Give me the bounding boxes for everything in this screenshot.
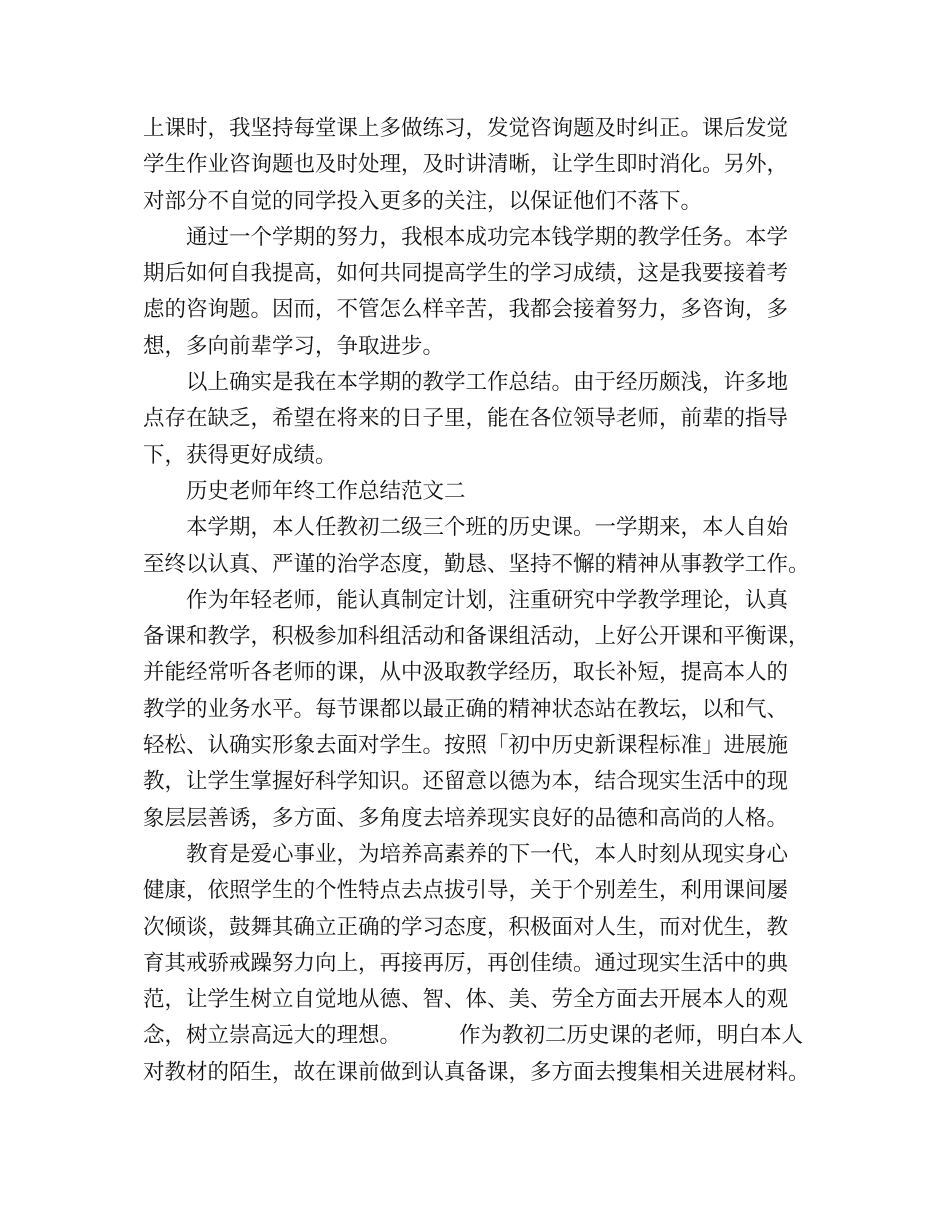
text-line: 教，让学生掌握好科学知识。还留意以德为本，结合现实生活中的现 — [143, 769, 789, 795]
text-line: 以上确实是我在本学期的教学工作总结。由于经历颇浅，许多地 — [186, 370, 789, 396]
text-line: 期后如何自我提高，如何共同提高学生的学习成绩，这是我要接着考 — [143, 261, 789, 287]
text-line: 育其戒骄戒躁努力向上，再接再厉，再创佳绩。通过现实生活中的典 — [143, 950, 789, 976]
text-segment: 作为教初二历史课的老师，明白本人 — [459, 1023, 804, 1049]
text-line: 范，让学生树立自觉地从德、智、体、美、劳全方面去开展本人的观 — [143, 987, 789, 1013]
text-line: 虑的咨询题。因而，不管怎么样辛苦，我都会接着努力，多咨询，多 — [143, 297, 789, 323]
text-line: 想，多向前辈学习，争取进步。 — [143, 333, 445, 359]
text-line: 本学期，本人任教初二级三个班的历史课。一学期来，本人自始 — [186, 515, 789, 541]
text-line: 象层层善诱，多方面、多角度去培养现实良好的品德和高尚的人格。 — [143, 805, 789, 831]
text-line: 对部分不自觉的同学投入更多的关注，以保证他们不落下。 — [143, 188, 703, 214]
text-line: 教学的业务水平。每节课都以最正确的精神状态站在教坛，以和气、 — [143, 696, 789, 722]
text-line: 学生作业咨询题也及时处理，及时讲清晰，让学生即时消化。另外， — [143, 152, 789, 178]
text-line: 上课时，我坚持每堂课上多做练习，发觉咨询题及时纠正。课后发觉 — [143, 116, 789, 141]
text-line: 备课和教学，积极参加科组活动和备课组活动，上好公开课和平衡课， — [143, 624, 810, 650]
text-line: 次倾谈，鼓舞其确立正确的学习态度，积极面对人生，而对优生，教 — [143, 914, 789, 940]
text-line: 轻松、认确实形象去面对学生。按照「初中历史新课程标准」进展施 — [143, 733, 789, 759]
text-line: 对教材的陌生，故在课前做到认真备课，多方面去搜集相关进展材料。 — [143, 1059, 810, 1085]
text-line: 并能经常听各老师的课，从中汲取教学经历，取长补短，提高本人的 — [143, 660, 789, 686]
text-line: 通过一个学期的努力，我根本成功完本钱学期的教学任务。本学 — [186, 224, 789, 250]
text-line: 下，获得更好成绩。 — [143, 442, 337, 468]
text-line: 点存在缺乏，希望在将来的日子里，能在各位领导老师，前辈的指导 — [143, 406, 789, 432]
text-line-with-gap — [143, 1018, 833, 1054]
text-line: 作为年轻老师，能认真制定计划，注重研究中学教学理论，认真 — [186, 587, 789, 613]
text-line: 教育是爱心事业，为培养高素养的下一代，本人时刻从现实身心 — [186, 841, 789, 867]
text-line: 至终以认真、严谨的治学态度，勤恳、坚持不懈的精神从事教学工作。 — [143, 551, 810, 577]
section-heading: 历史老师年终工作总结范文二 — [186, 478, 466, 504]
document-body — [143, 111, 833, 1091]
text-segment: 念，树立崇高远大的理想。 — [143, 1023, 402, 1049]
text-line: 健康，依照学生的个性特点去点拔引导，关于个别差生，利用课间屡 — [143, 878, 789, 904]
